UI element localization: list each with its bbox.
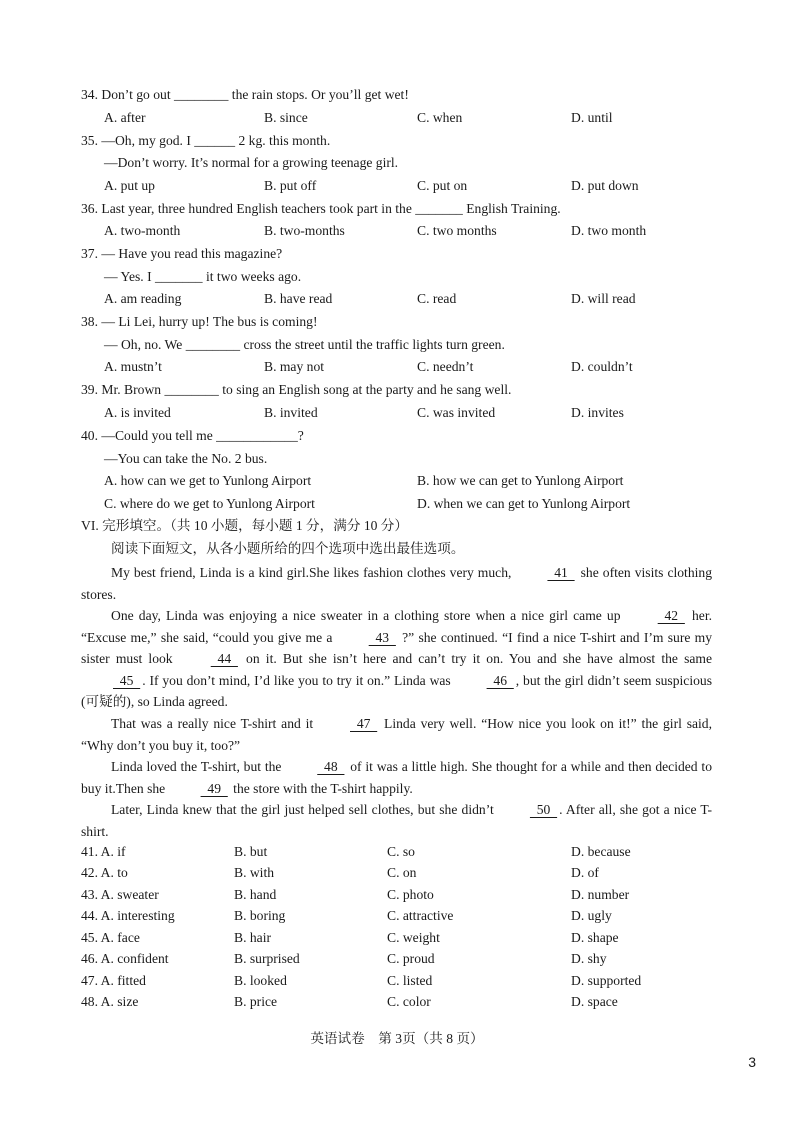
question-stem: 37. — Have you read this magazine? [81,246,283,261]
blank-42: 42 [657,608,685,623]
question-39 [0,380,794,400]
option-a: 47. A. fitted [81,973,146,988]
option-c: C. color [387,994,431,1009]
option-b: B. have read [264,291,333,306]
option-b: B. price [234,994,278,1009]
blank-50: 50 [529,802,558,817]
option-c: C. when [417,110,463,125]
option-c: C. proud [387,951,435,966]
option-a: A. mustn’t [104,359,162,374]
question-38-options [0,357,794,377]
choice-row-47 [0,971,794,991]
choice-row-46 [0,949,794,969]
blank-43: 43 [368,629,396,645]
question-36 [0,199,794,219]
page-number: 3 [748,1054,756,1070]
option-d: D. of [571,865,599,880]
option-c: C. two months [417,223,497,238]
option-c: C. read [417,291,457,306]
section-6-title: VI. 完形填空。（共 10 小题，每小题 1 分，满分 10 分） [81,518,408,533]
passage-text: Linda loved the T-shirt, but the [111,759,286,774]
passage-text: ?” she continued. “I find a nice T-shirt and I’m sure my sister must look [81,629,712,666]
passage-text: Later, Linda knew that the girl just helped sell clothes, but she didn’t [111,802,498,817]
option-d: D. will read [571,291,636,306]
passage-text: , but the girl didn’t seem suspicious (可疑的), so Linda agreed. [81,672,712,709]
question-35-reply [0,153,794,173]
option-d: D. ugly [571,908,612,923]
section-heading [0,516,794,536]
question-stem: 35. —Oh, my god. I ______ 2 kg. this month. [81,133,331,148]
question-37 [0,244,794,264]
passage-text: One day, Linda was enjoying a nice sweater in a clothing store when a nice girl came up [111,608,626,623]
passage-text: That was a really nice T-shirt and it [111,716,319,731]
question-40-options-row1 [0,471,794,491]
blank-47: 47 [350,716,378,731]
option-a: 43. A. sweater [81,887,159,902]
question-stem: 34. Don’t go out ________ the rain stops. Or you’ll get wet! [81,87,409,102]
option-a: 46. A. confident [81,951,169,966]
option-c: C. where do we get to Yunlong Airport [104,496,315,511]
passage-text: her. “Excuse me,” she said, “could you give me a [81,608,712,645]
page-footer: 英语试卷 第 3页（共 8 页） [310,1031,484,1046]
option-a: 41. A. if [81,844,126,859]
question-stem: 38. — Li Lei, hurry up! The bus is coming! [81,314,318,329]
option-c: C. weight [387,930,440,945]
section-instruction [0,539,794,559]
question-40-reply [0,449,794,469]
option-d: D. number [571,887,630,902]
option-c: C. needn’t [417,359,474,374]
option-a: A. two-month [104,223,181,238]
option-b: B. with [234,865,275,880]
option-d: D. two month [571,223,647,238]
section-6-instruction: 阅读下面短文，从各小题所给的四个选项中选出最佳选项。 [111,541,465,556]
option-c: C. on [387,865,417,880]
question-stem-reply: —You can take the No. 2 bus. [104,451,268,466]
question-stem: 39. Mr. Brown ________ to sing an English song at the party and he sang well. [81,382,512,397]
passage-paragraph-2 [81,605,712,713]
blank-41: 41 [547,565,575,580]
option-d: D. invites [571,405,624,420]
question-stem-reply: —Don’t worry. It’s normal for a growing teenage girl. [104,155,399,170]
question-40 [0,426,794,446]
option-c: C. listed [387,973,433,988]
question-stem: 40. —Could you tell me ____________? [81,428,304,443]
question-stem-reply: — Yes. I _______ it two weeks ago. [104,269,302,284]
choice-row-43 [0,885,794,905]
option-c: C. attractive [387,908,454,923]
option-d: D. couldn’t [571,359,633,374]
option-b: B. put off [264,178,317,193]
question-36-options [0,221,794,241]
option-d: D. shy [571,951,607,966]
passage-text: . If you don’t mind, I’d like you to try it on.” Linda was [142,672,455,688]
question-38 [0,312,794,332]
choice-row-42 [0,863,794,883]
option-c: C. was invited [417,405,496,420]
option-a: A. put up [104,178,155,193]
passage-text: My best friend, Linda is a kind girl.She likes fashion clothes very much, [111,565,516,580]
passage-paragraph-4 [81,756,712,799]
question-stem-reply: — Oh, no. We ________ cross the street until the traffic lights turn green. [104,337,505,352]
option-b: B. since [264,110,308,125]
blank-48: 48 [317,759,345,774]
option-b: B. how we can get to Yunlong Airport [417,473,624,488]
question-38-reply [0,335,794,355]
option-d: D. supported [571,973,642,988]
option-d: D. until [571,110,613,125]
question-40-options-row2 [0,494,794,514]
blank-49: 49 [200,780,228,796]
option-a: A. how can we get to Yunlong Airport [104,473,312,488]
option-d: D. put down [571,178,639,193]
question-39-options [0,403,794,423]
blank-44: 44 [210,651,238,666]
question-stem: 36. Last year, three hundred English teachers took part in the _______ English Training. [81,201,561,216]
option-c: C. put on [417,178,468,193]
option-b: B. invited [264,405,318,420]
passage-paragraph-1 [81,562,712,605]
choice-row-48 [0,992,794,1012]
blank-45: 45 [113,672,141,688]
question-34-options [0,108,794,128]
option-c: C. photo [387,887,434,902]
passage-paragraph-3 [81,713,712,756]
option-a: A. am reading [104,291,182,306]
option-d: D. space [571,994,618,1009]
question-35-options [0,176,794,196]
option-b: B. surprised [234,951,300,966]
choice-row-41 [0,842,794,862]
option-c: C. so [387,844,415,859]
option-b: B. but [234,844,268,859]
option-a: A. after [104,110,146,125]
question-37-reply [0,267,794,287]
option-b: B. may not [264,359,325,374]
passage-text: Linda very well. “How nice you look on it!” the girl said, “Why don’t you buy it, too?” [81,716,712,753]
passage-paragraph-5 [81,799,712,842]
passage-text: . After all, she got a nice T-shirt. [81,802,712,839]
passage-text: she often visits clothing stores. [81,565,712,602]
option-b: B. two-months [264,223,345,238]
option-a: A. is invited [104,405,171,420]
question-37-options [0,289,794,309]
option-a: 45. A. face [81,930,140,945]
question-35 [0,131,794,151]
option-a: 44. A. interesting [81,908,175,923]
question-34 [0,85,794,105]
option-b: B. boring [234,908,286,923]
option-d: D. when we can get to Yunlong Airport [417,496,631,511]
passage-text: of it was a little high. She thought for a while and then decided to buy it.Then she [81,759,712,796]
choice-row-45 [0,928,794,948]
passage-text: on it. But she isn’t here and can’t try it on. You and she have almost the same [239,651,713,666]
option-a: 42. A. to [81,865,128,880]
choice-row-44 [0,906,794,926]
passage-text: the store with the T-shirt happily. [229,780,413,796]
option-d: D. shape [571,930,619,945]
option-b: B. hair [234,930,271,945]
blank-46: 46 [486,672,514,688]
option-d: D. because [571,844,631,859]
option-a: 48. A. size [81,994,139,1009]
option-b: B. looked [234,973,287,988]
option-b: B. hand [234,887,277,902]
